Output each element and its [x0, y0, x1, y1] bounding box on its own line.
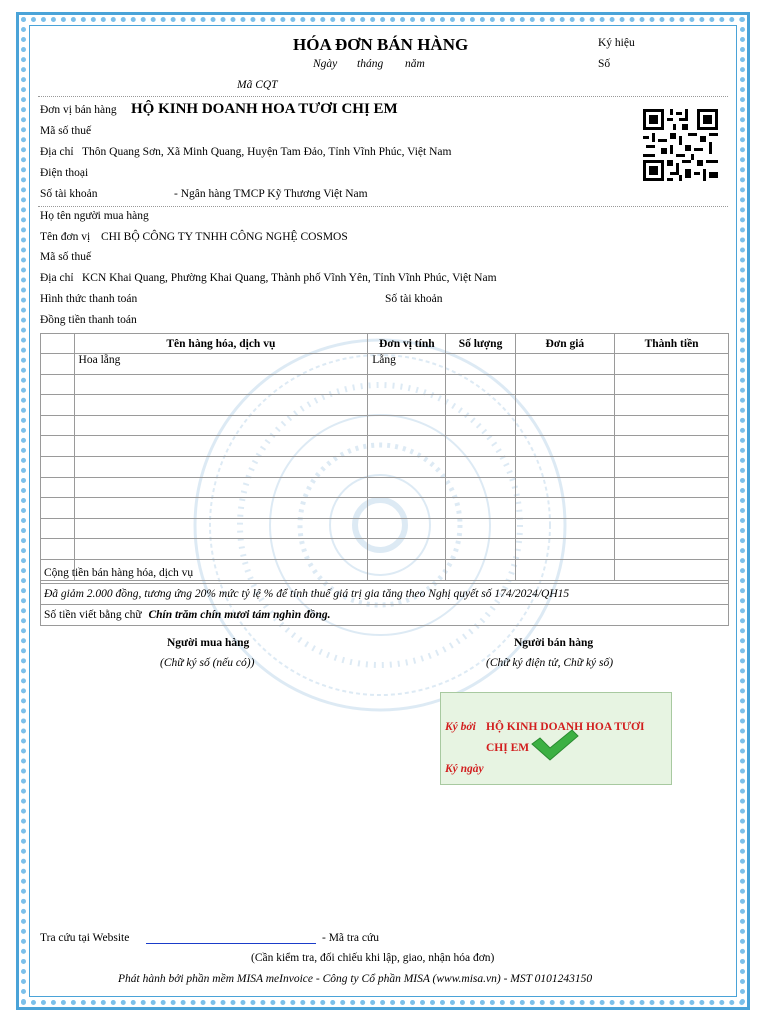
- seller-signature-note: (Chữ ký điện tử, Chữ ký số): [486, 657, 614, 669]
- lookup-website-link[interactable]: [146, 943, 316, 944]
- signed-by-name-line1: HỘ KINH DOANH HOA TƯƠI: [486, 721, 645, 733]
- row-price: [515, 354, 615, 375]
- row-quantity: [446, 354, 515, 375]
- col-header-unit: Đơn vị tính: [368, 334, 446, 354]
- table-row-empty: [41, 415, 729, 436]
- amount-in-words-label: Số tiền viết bằng chữ: [44, 609, 142, 621]
- table-header-row: [41, 334, 729, 354]
- row-index: [41, 354, 75, 375]
- publisher-note: Phát hành bởi phần mềm MISA meInvoice - Công ty Cổ phần MISA (www.misa.vn) - MST 0101243150: [118, 973, 593, 985]
- buyer-unit: CHI BỘ CÔNG TY TNHH CÔNG NGHỆ COSMOS: [101, 231, 348, 243]
- seller-phone-label: Điện thoại: [40, 167, 89, 179]
- table-row-empty: [41, 374, 729, 395]
- signed-by-label: Ký bởi: [445, 721, 476, 733]
- discount-note: Đã giảm 2.000 đồng, tương ứng 20% mức tỷ lệ % để tính thuế giá trị gia tăng theo Nghị quyết số 174/2024/QH15: [44, 588, 570, 600]
- signed-date-label: Ký ngày: [445, 763, 484, 775]
- row-unit: Lẵng: [368, 354, 446, 375]
- row-item-name: Hoa lẵng: [74, 354, 368, 375]
- row-amount: [615, 354, 729, 375]
- table-row-empty: [41, 477, 729, 498]
- payment-method-label: Hình thức thanh toán: [40, 293, 138, 305]
- buyer-unit-label: Tên đơn vị: [40, 231, 91, 243]
- buyer-tax-label: Mã số thuế: [40, 251, 92, 263]
- invoice-number-label: Số: [598, 58, 611, 70]
- col-header-item: Tên hàng hóa, dịch vụ: [74, 334, 368, 354]
- seller-name-label: Đơn vị bán hàng: [40, 104, 117, 116]
- signed-by-name-line2: CHỊ EM: [486, 742, 530, 754]
- date-month-label: tháng: [357, 58, 384, 70]
- lookup-website-label: Tra cứu tại Website: [40, 932, 130, 944]
- header-divider: [38, 96, 728, 97]
- date-day-label: Ngày: [313, 58, 338, 70]
- check-note: (Cần kiểm tra, đối chiếu khi lập, giao, nhận hóa đơn): [251, 952, 495, 964]
- seller-account-label: Số tài khoản: [40, 188, 98, 200]
- col-header-amount: Thành tiền: [615, 334, 729, 354]
- table-row-empty: [41, 539, 729, 560]
- seller-name: HỘ KINH DOANH HOA TƯƠI CHỊ EM: [131, 101, 398, 117]
- seller-divider: [38, 206, 728, 207]
- seller-signature-title: Người bán hàng: [514, 637, 594, 649]
- subtotal-row: [40, 563, 729, 584]
- table-row: [41, 354, 729, 375]
- seller-address: Thôn Quang Sơn, Xã Minh Quang, Huyện Tam Đảo, Tỉnh Vĩnh Phúc, Việt Nam: [82, 146, 452, 158]
- table-row-empty: [41, 395, 729, 416]
- seller-bank: - Ngân hàng TMCP Kỹ Thương Việt Nam: [174, 188, 368, 200]
- buyer-address: KCN Khai Quang, Phường Khai Quang, Thành phố Vĩnh Yên, Tỉnh Vĩnh Phúc, Việt Nam: [82, 272, 497, 284]
- amount-in-words-row: [40, 605, 729, 626]
- col-header-index: [41, 334, 75, 354]
- amount-in-words: Chín trăm chín mươi tám nghìn đồng.: [148, 609, 331, 621]
- tax-authority-code-label: Mã CQT: [237, 79, 278, 91]
- col-header-quantity: Số lượng: [446, 334, 515, 354]
- subtotal-label: Cộng tiền bán hàng hóa, dịch vụ: [44, 567, 194, 579]
- buyer-signature-title: Người mua hàng: [167, 637, 250, 649]
- qr-code-icon: [643, 109, 718, 181]
- col-header-price: Đơn giá: [515, 334, 615, 354]
- table-row-empty: [41, 518, 729, 539]
- buyer-account-label: Số tài khoản: [385, 293, 443, 305]
- items-table: [40, 333, 729, 581]
- table-row-empty: [41, 456, 729, 477]
- seller-tax-label: Mã số thuế: [40, 125, 92, 137]
- invoice-title: HÓA ĐƠN BÁN HÀNG: [293, 35, 469, 54]
- signature-check-icon: [530, 728, 580, 762]
- symbol-label: Ký hiệu: [598, 37, 635, 49]
- lookup-code-label: - Mã tra cứu: [322, 932, 380, 944]
- buyer-signature-note: (Chữ ký số (nếu có)): [160, 657, 255, 669]
- buyer-address-label: Địa chỉ: [40, 272, 74, 284]
- discount-row: [40, 584, 729, 605]
- seller-address-label: Địa chỉ: [40, 146, 74, 158]
- table-row-empty: [41, 436, 729, 457]
- table-row-empty: [41, 498, 729, 519]
- date-year-label: năm: [405, 58, 425, 70]
- buyer-name-label: Họ tên người mua hàng: [40, 210, 149, 222]
- currency-label: Đồng tiền thanh toán: [40, 314, 137, 326]
